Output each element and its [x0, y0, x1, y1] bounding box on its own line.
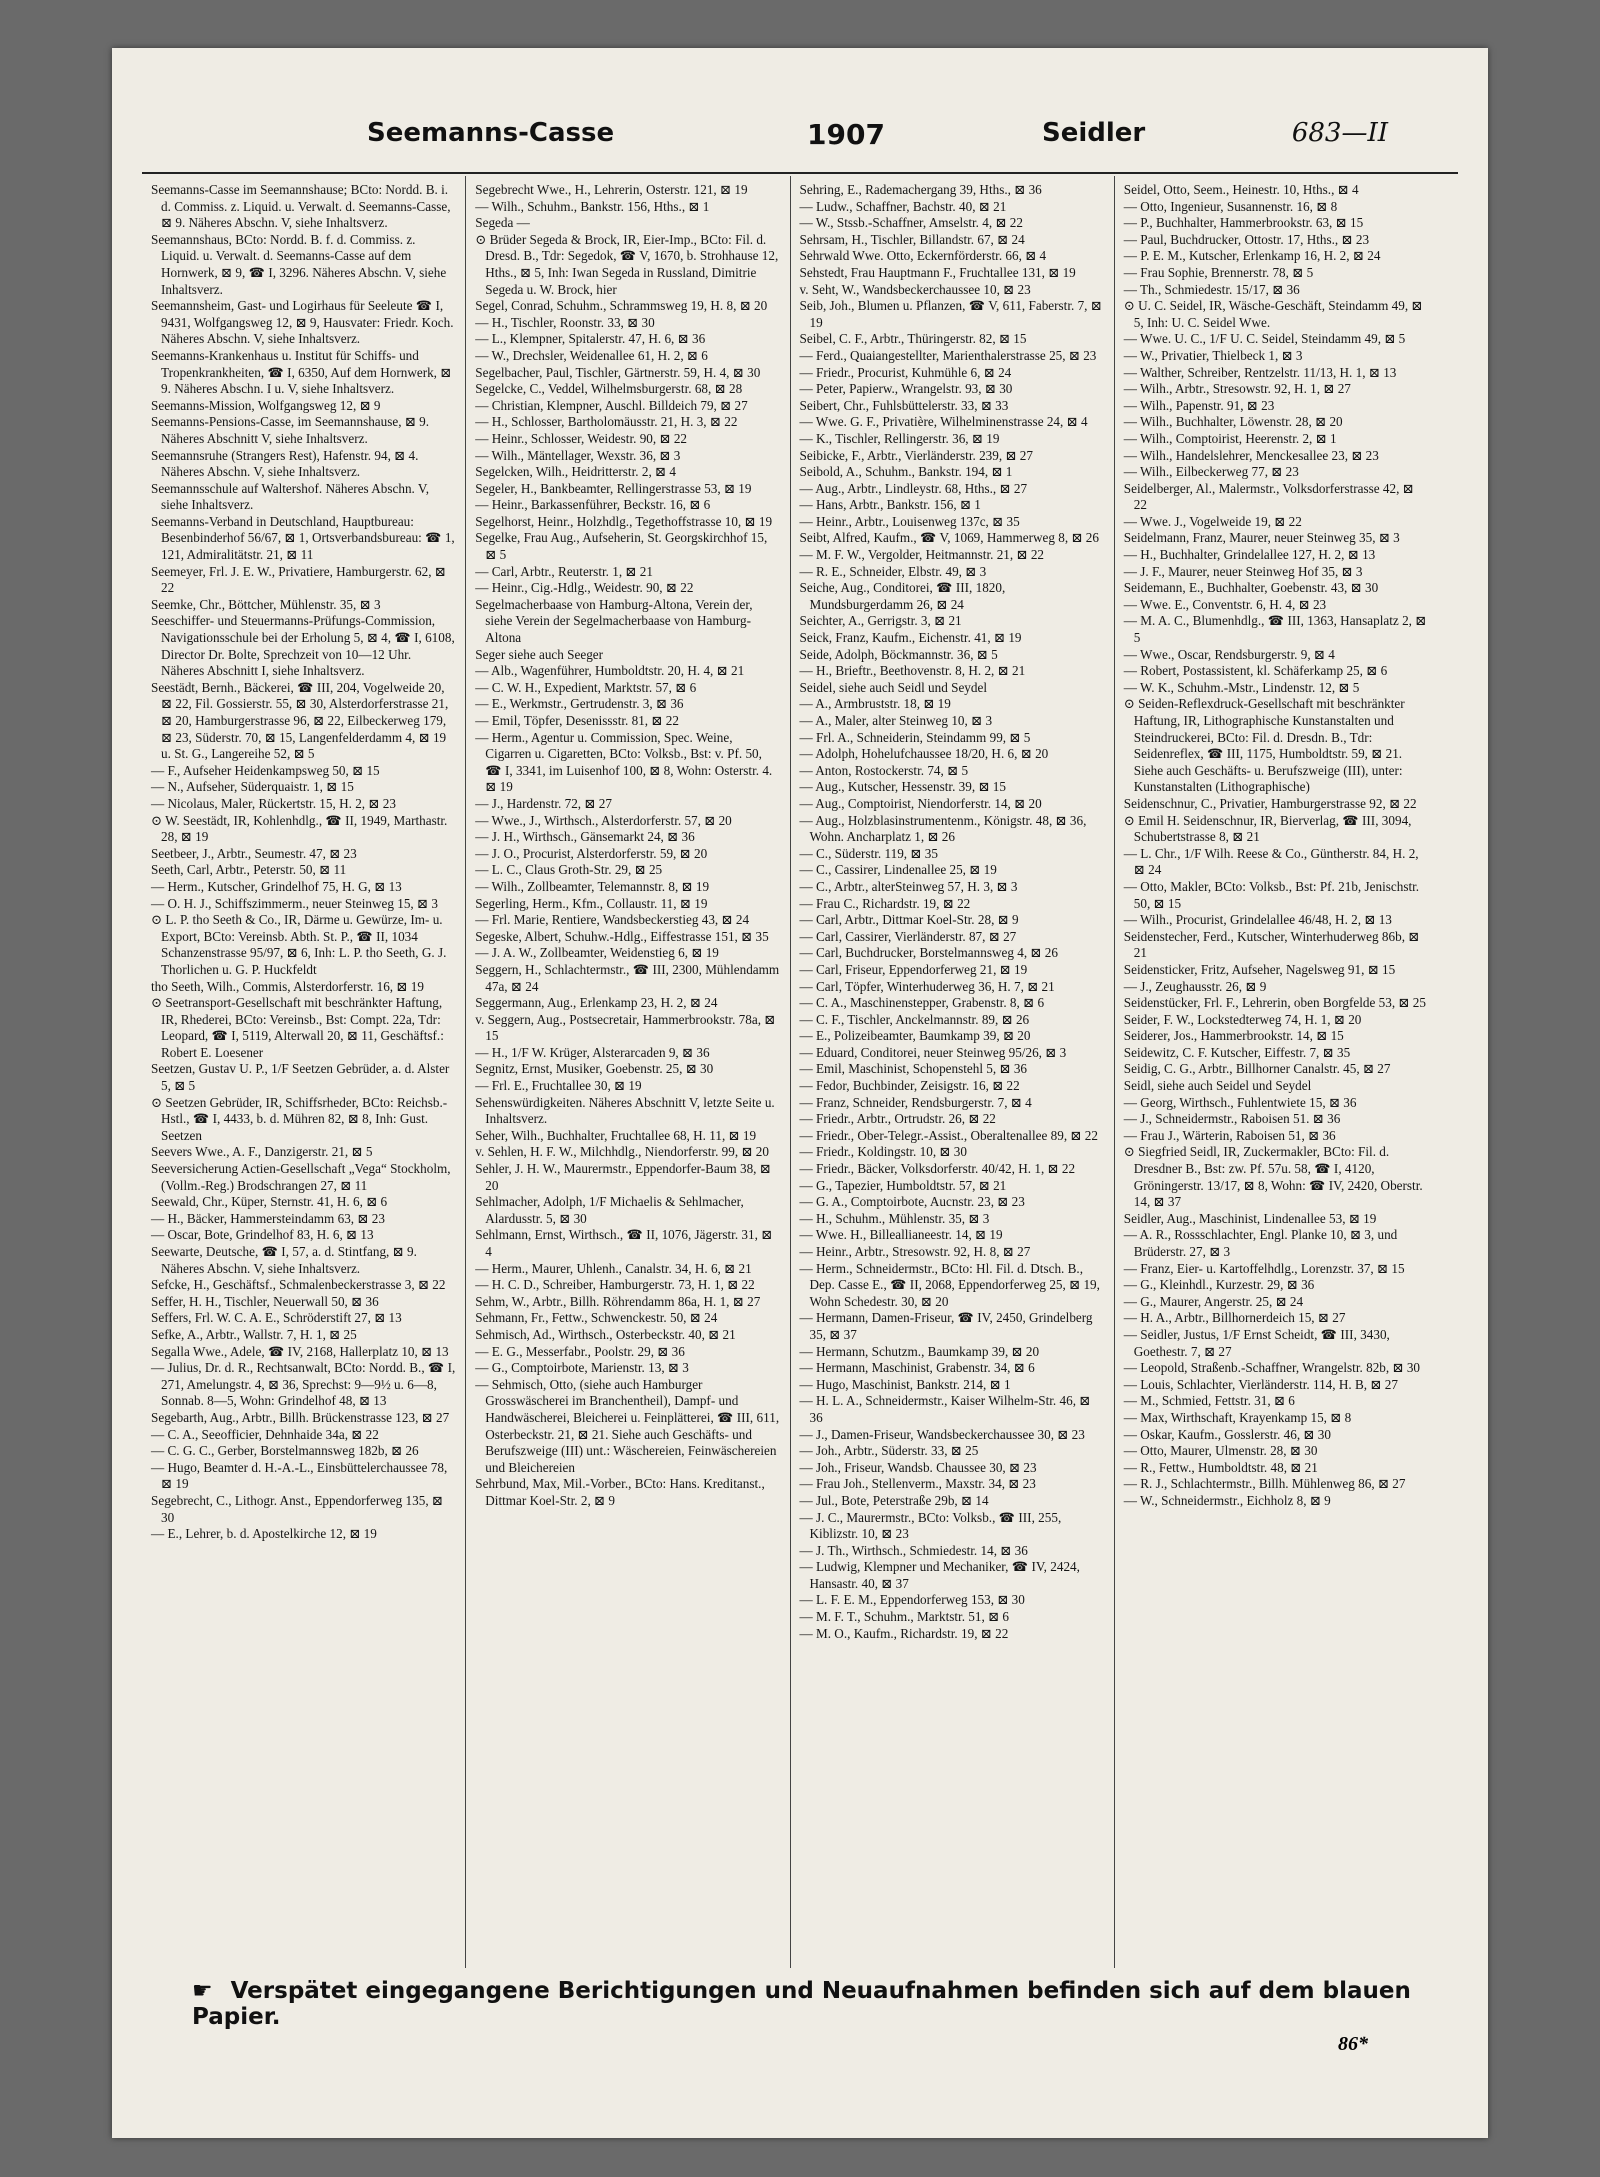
directory-entry: Seemanns-Pensions-Casse, im Seemannshause, ⊠ 9. Näheres Abschnitt V, siehe Inhaltsverz. — [151, 414, 430, 446]
directory-entry: — L. C., Claus Groth-Str. 29, ⊠ 25 — [475, 862, 663, 878]
directory-entry: — Nicolaus, Maler, Rückertstr. 15, H. 2, ⊠ 23 — [151, 795, 396, 811]
directory-entry: ⊙ Brüder Segeda & Brock, IR, Eier-Imp., BCto: Fil. d. Dresd. B., Tdr: Segedok, ☎ V, 1670, b. Strohhause 12, Hths., ⊠ 5, Inh: Iwan Segeda in Russland, Dimitrie Segeda u. W. Brock, hier — [475, 231, 779, 297]
directory-entry: Segelhorst, Heinr., Holzhdlg., Tegethoffstrasse 10, ⊠ 19 — [475, 513, 773, 529]
directory-entry: — Louis, Schlachter, Vierländerstr. 114, H. B, ⊠ 27 — [1123, 1376, 1398, 1392]
directory-entry: — H. A., Arbtr., Billhornerdeich 15, ⊠ 27 — [1123, 1310, 1346, 1326]
directory-entry: — C., Süderstr. 119, ⊠ 35 — [799, 845, 938, 861]
directory-entry: — R. J., Schlachtermstr., Billh. Mühlenweg 86, ⊠ 27 — [1123, 1476, 1406, 1492]
directory-entry: — Heinr., Barkassenführer, Beckstr. 16, ⊠ 6 — [475, 497, 711, 513]
directory-entry: — Christian, Klempner, Auschl. Billdeich 79, ⊠ 27 — [475, 397, 748, 413]
directory-entry: — J. Th., Wirthsch., Schmiedestr. 14, ⊠ 36 — [799, 1542, 1028, 1558]
directory-entry: v. Seht, W., Wandsbeckerchaussee 10, ⊠ 23 — [799, 281, 1031, 297]
header-rule — [142, 172, 1458, 174]
directory-entry: Segel, Conrad, Schuhm., Schrammsweg 19, H. 8, ⊠ 20 — [475, 298, 768, 314]
footer-notice — [192, 1978, 1448, 2030]
directory-entry: — C. A., Maschinenstepper, Grabenstr. 8, ⊠ 6 — [799, 995, 1045, 1011]
header-left-word: Seemanns-Casse — [367, 118, 615, 148]
directory-entry: — G. A., Comptoirbote, Aucnstr. 23, ⊠ 23 — [799, 1194, 1025, 1210]
directory-entry: — M. A. C., Blumenhdlg., ☎ III, 1363, Hansaplatz 2, ⊠ 5 — [1123, 613, 1427, 646]
directory-entry: Seidel, Otto, Seem., Heinestr. 10, Hths., ⊠ 4 — [1123, 182, 1359, 197]
directory-entry: — Wilh., Comptoirist, Heerenstr. 2, ⊠ 1 — [1123, 430, 1337, 446]
directory-entry: — Leopold, Straßenb.-Schaffner, Wrangelstr. 82b, ⊠ 30 — [1123, 1360, 1421, 1376]
column-3 — [791, 176, 1115, 1968]
directory-entry: — Otto, Ingenieur, Susannenstr. 16, ⊠ 8 — [1123, 198, 1338, 214]
directory-entry: Seemannsheim, Gast- und Logirhaus für Seeleute ☎ I, 9431, Wolfgangsweg 12, ⊠ 9, Hausvater: Friedr. Koch. Näheres Abschn. V, siehe Inhaltsverz. — [151, 298, 454, 347]
directory-entry: — Aug., Kutscher, Hessenstr. 39, ⊠ 15 — [799, 779, 1006, 795]
directory-entry: — Wwe. G. F., Privatière, Wilhelminenstrasse 24, ⊠ 4 — [799, 414, 1088, 430]
directory-entry: — Otto, Maurer, Ulmenstr. 28, ⊠ 30 — [1123, 1443, 1318, 1459]
directory-entry: — Herm., Kutscher, Grindelhof 75, H. G, ⊠ 13 — [151, 878, 402, 894]
directory-entry: — Otto, Makler, BCto: Volksb., Bst: Pf. 21b, Jenischstr. 50, ⊠ 15 — [1123, 878, 1420, 911]
directory-entry: — Carl, Buchdrucker, Borstelmannsweg 4, ⊠ 26 — [799, 945, 1058, 961]
directory-entry: Seidemann, E., Buchhalter, Goebenstr. 43, ⊠ 30 — [1123, 580, 1379, 596]
directory-entry: — Oskar, Kaufm., Gosslerstr. 46, ⊠ 30 — [1123, 1426, 1331, 1442]
directory-entry: — W., Drechsler, Weidenallee 61, H. 2, ⊠ 6 — [475, 347, 708, 363]
directory-entry: — O. H. J., Schiffszimmerm., neuer Steinweg 15, ⊠ 3 — [151, 895, 438, 911]
directory-entry: — Peter, Papierw., Wrangelstr. 93, ⊠ 30 — [799, 381, 1013, 397]
directory-entry: — Carl, Töpfer, Winterhuderweg 36, H. 7, ⊠ 21 — [799, 978, 1055, 994]
directory-entry: Seger siehe auch Seeger — [475, 646, 604, 662]
directory-entry: — L. F. E. M., Eppendorferweg 153, ⊠ 30 — [799, 1592, 1025, 1608]
directory-entry: — H., Buchhalter, Grindelallee 127, H. 2, ⊠ 13 — [1123, 547, 1376, 563]
directory-entry: — W. K., Schuhm.-Mstr., Lindenstr. 12, ⊠ 5 — [1123, 679, 1360, 695]
directory-entry: — J. O., Procurist, Alsterdorferstr. 59, ⊠ 20 — [475, 845, 708, 861]
directory-entry: — Wwe. U. C., 1/F U. C. Seidel, Steindamm 49, ⊠ 5 — [1123, 331, 1406, 347]
directory-entry: Seewarte, Deutsche, ☎ I, 57, a. d. Stintfang, ⊠ 9. Näheres Abschn. V, siehe Inhaltsverz. — [151, 1244, 417, 1276]
pointing-hand-icon: ☛ — [192, 1978, 213, 2004]
directory-entry: — E., Werkmstr., Gertrudenstr. 3, ⊠ 36 — [475, 696, 684, 712]
directory-entry: — Franz, Schneider, Rendsburgerstr. 7, ⊠ 4 — [799, 1094, 1032, 1110]
directory-entry: ⊙ U. C. Seidel, IR, Wäsche-Geschäft, Steindamm 49, ⊠ 5, Inh: U. C. Seidel Wwe. — [1123, 298, 1423, 330]
directory-entry: Sehlmann, Ernst, Wirthsch., ☎ II, 1076, Jägerstr. 31, ⊠ 4 — [475, 1227, 773, 1259]
directory-entry: ⊙ Emil H. Seidenschnur, IR, Bierverlag, ☎ III, 3094, Schubertstrasse 8, ⊠ 21 — [1123, 812, 1412, 845]
directory-entry: — Alb., Wagenführer, Humboldtstr. 20, H. 4, ⊠ 21 — [475, 663, 745, 679]
directory-entry: — Robert, Postassistent, kl. Schäferkamp 25, ⊠ 6 — [1123, 663, 1388, 679]
directory-entry: — Franz, Eier- u. Kartoffelhdlg., Lorenzstr. 37, ⊠ 15 — [1123, 1260, 1405, 1276]
directory-entry: Segeda — — [475, 215, 530, 231]
directory-entry: — Frl. E., Fruchtallee 30, ⊠ 19 — [475, 1078, 642, 1094]
directory-entry: Sefke, A., Arbtr., Wallstr. 7, H. 1, ⊠ 25 — [151, 1326, 357, 1342]
directory-entry: — A., Maler, alter Steinweg 10, ⊠ 3 — [799, 713, 993, 728]
directory-entry: — H., Brieftr., Beethovenstr. 8, H. 2, ⊠ 21 — [799, 663, 1026, 679]
directory-entry: Seidensticker, Fritz, Aufseher, Nagelsweg 91, ⊠ 15 — [1123, 961, 1396, 977]
directory-entry: — J. H., Wirthsch., Gänsemarkt 24, ⊠ 36 — [475, 829, 695, 845]
directory-entry: — Heinr., Arbtr., Stresowstr. 92, H. 8, ⊠ 27 — [799, 1244, 1031, 1259]
directory-entry: Sehring, E., Rademachergang 39, Hths., ⊠ 36 — [799, 182, 1042, 197]
directory-entry: Segnitz, Ernst, Musiker, Goebenstr. 25, ⊠ 30 — [475, 1061, 714, 1077]
directory-entry: — Carl, Arbtr., Dittmar Koel-Str. 28, ⊠ 9 — [799, 912, 1019, 928]
directory-entry: — E., Polizeibeamter, Baumkamp 39, ⊠ 20 — [799, 1028, 1031, 1044]
directory-entry: — Georg, Wirthsch., Fuhlentwiete 15, ⊠ 36 — [1123, 1094, 1357, 1110]
directory-entry: — Ludw., Schaffner, Bachstr. 40, ⊠ 21 — [799, 198, 1007, 214]
page-code: 86* — [1338, 2033, 1368, 2055]
directory-entry: — J., Hardenstr. 72, ⊠ 27 — [475, 795, 612, 811]
directory-entry: Seibold, A., Schuhm., Bankstr. 194, ⊠ 1 — [799, 464, 1013, 480]
directory-entry: Seemke, Chr., Böttcher, Mühlenstr. 35, ⊠ 3 — [151, 596, 381, 612]
directory-entry: — W., Privatier, Thielbeck 1, ⊠ 3 — [1123, 347, 1303, 363]
directory-entry: — Wilh., Papenstr. 91, ⊠ 23 — [1123, 397, 1275, 413]
footer-notice-text: Verspätet eingegangene Berichtigungen und Neuaufnahmen befinden sich auf dem blauen Papier. — [192, 1978, 1411, 2030]
directory-entry: — Wilh., Mäntellager, Wexstr. 36, ⊠ 3 — [475, 447, 681, 463]
directory-entry: — H., 1/F W. Krüger, Alsterarcaden 9, ⊠ 36 — [475, 1044, 710, 1060]
directory-entry: — Emil, Maschinist, Schopenstehl 5, ⊠ 36 — [799, 1061, 1028, 1077]
directory-entry: — Carl, Arbtr., Reuterstr. 1, ⊠ 21 — [475, 563, 653, 579]
directory-entry: Seibel, C. F., Arbtr., Thüringerstr. 82, ⊠ 15 — [799, 331, 1027, 347]
directory-entry: — E., Lehrer, b. d. Apostelkirche 12, ⊠ 19 — [151, 1526, 377, 1542]
directory-entry: — Ferd., Quaiangestellter, Marienthalerstrasse 25, ⊠ 23 — [799, 347, 1097, 363]
directory-entry: Segelbacher, Paul, Tischler, Gärtnerstr. 59, H. 4, ⊠ 30 — [475, 364, 761, 380]
directory-entry: Seidig, C. G., Arbtr., Billhorner Canalstr. 45, ⊠ 27 — [1123, 1061, 1391, 1077]
directory-entry: Segerling, Herm., Kfm., Collaustr. 11, ⊠ 19 — [475, 895, 708, 911]
directory-entry: — Wwe., Oscar, Rendsburgerstr. 9, ⊠ 4 — [1123, 646, 1335, 662]
directory-entry: Seeth, Carl, Arbtr., Peterstr. 50, ⊠ 11 — [151, 862, 347, 878]
directory-entry: Seemanns-Verband in Deutschland, Hauptbureau: Besenbinderhof 56/67, ⊠ 1, Ortsverbandsbureau: ☎ 1, 121, Admiralitätstr. 21, ⊠ 11 — [151, 513, 455, 563]
directory-entry: Sehrbund, Max, Mil.-Vorber., BCto: Hans. Kreditanst., Dittmar Koel-Str. 2, ⊠ 9 — [475, 1476, 765, 1508]
directory-entry: — A., Armbruststr. 18, ⊠ 19 — [799, 696, 951, 712]
directory-entry: — Th., Schmiedestr. 15/17, ⊠ 36 — [1123, 281, 1300, 297]
directory-entry: — Wwe. E., Conventstr. 6, H. 4, ⊠ 23 — [1123, 596, 1327, 612]
directory-entry: — Hugo, Beamter d. H.-A.-L., Einsbüttelerchaussee 78, ⊠ 19 — [151, 1459, 448, 1492]
header-right-word: Seidler — [1042, 118, 1146, 148]
directory-entry: — Friedr., Ober-Telegr.-Assist., Oberaltenallee 89, ⊠ 22 — [799, 1127, 1098, 1143]
directory-entry: — Ludwig, Klempner und Mechaniker, ☎ IV, 2424, Hansastr. 40, ⊠ 37 — [799, 1559, 1080, 1591]
directory-entry: Seeversicherung Actien-Gesellschaft „Vega“ Stockholm, (Vollm.-Reg.) Brodschrangen 27, ⊠ 11 — [151, 1161, 451, 1193]
directory-entry: Seichter, A., Gerrigstr. 3, ⊠ 21 — [799, 613, 962, 629]
directory-entry: Seggern, H., Schlachtermstr., ☎ III, 2300, Mühlendamm 47a, ⊠ 24 — [475, 961, 780, 994]
directory-entry: — J. A. W., Zollbeamter, Weidenstieg 6, ⊠ 19 — [475, 945, 719, 961]
directory-entry: — Frau J., Wärterin, Raboisen 51, ⊠ 36 — [1123, 1127, 1336, 1143]
directory-entry: — Heinr., Schlosser, Weidestr. 90, ⊠ 22 — [475, 430, 688, 446]
directory-entry: — C. G. C., Gerber, Borstelmannsweg 182b, ⊠ 26 — [151, 1443, 419, 1459]
directory-entry: Sehler, J. H. W., Maurermstr., Eppendorfer-Baum 38, ⊠ 20 — [475, 1161, 771, 1193]
directory-entry: ⊙ L. P. tho Seeth & Co., IR, Därme u. Gewürze, Im- u. Export, BCto: Vereinsb. Abth. St. P., ☎ II, 1034 Schanzenstrasse 95/97, ⊠ 6, Inh: L. P. tho Seeth, G. J. Thorlichen u. G. P. Huckfeldt — [151, 912, 447, 977]
directory-entry: — M., Schmied, Fettstr. 31, ⊠ 6 — [1123, 1393, 1295, 1409]
directory-entry: — Frau Sophie, Brennerstr. 78, ⊠ 5 — [1123, 264, 1314, 280]
directory-entry: Sehmann, Fr., Fettw., Schwenckestr. 50, ⊠ 24 — [475, 1310, 718, 1326]
directory-entry: — A. R., Rossschlachter, Engl. Planke 10, ⊠ 3, und Brüderstr. 27, ⊠ 3 — [1123, 1227, 1398, 1259]
directory-entry: — Adolph, Hohelufchaussee 18/20, H. 6, ⊠ 20 — [799, 746, 1049, 762]
directory-entry: Seestädt, Bernh., Bäckerei, ☎ III, 204, Vogelweide 20, ⊠ 22, Fil. Gossierstr. 55, ⊠ 30, Alsterdorferstrasse 21, ⊠ 20, Hamburgerstrasse 96, ⊠ 22, Eilbeckerweg 179, ⊠ 23, Süderstr. 70, ⊠ 15, Langenfelderdamm 4, ⊠ 19 u. St. G., Langereihe 52, ⊠ 5 — [151, 679, 449, 762]
directory-entry: — Max, Wirthschaft, Krayenkamp 15, ⊠ 8 — [1123, 1409, 1352, 1425]
directory-entry: — Sehmisch, Otto, (siehe auch Hamburger Grosswäscherei im Branchentheil), Dampf- und Handwäscherei, Bleicherei u. Feinplätterei, ☎ III, 611, Osterbeckstr. 21, ⊠ 21. Siehe auch Geschäfts- und Berufszweige (III) unt.: Wäschereien, Feinwäschereien und Bleichereien — [475, 1376, 780, 1475]
directory-entry: Seiche, Aug., Conditorei, ☎ III, 1820, Mundsburgerdamm 26, ⊠ 24 — [799, 580, 1006, 612]
directory-entry: — Wilh., Zollbeamter, Telemannstr. 8, ⊠ 19 — [475, 878, 710, 894]
directory-entry: Segebarth, Aug., Arbtr., Billh. Brückenstrasse 123, ⊠ 27 — [151, 1409, 450, 1425]
directory-entry: — Walther, Schreiber, Rentzelstr. 11/13, H. 1, ⊠ 13 — [1123, 364, 1397, 380]
directory-entry: Seiderer, Jos., Hammerbrookstr. 14, ⊠ 15 — [1123, 1028, 1344, 1044]
directory-entry: — C. W. H., Expedient, Marktstr. 57, ⊠ 6 — [475, 679, 697, 695]
directory-entry: Seemanns-Mission, Wolfgangsweg 12, ⊠ 9 — [151, 397, 381, 413]
directory-entry: Sehmisch, Ad., Wirthsch., Osterbeckstr. 40, ⊠ 21 — [475, 1326, 736, 1342]
directory-entry: Seeschiffer- und Steuermanns-Prüfungs-Commission, Navigationsschule bei der Erholung 5, ⊠ 4, ☎ I, 6108, Director Dr. Bolte, Sprechzeit von 10—12 Uhr. Näheres Abschnitt I, siehe Inhaltsverz. — [151, 613, 455, 679]
directory-entry: — Friedr., Koldingstr. 10, ⊠ 30 — [799, 1144, 967, 1160]
directory-entry: ⊙ Seiden-Reflexdruck-Gesellschaft mit beschränkter Haftung, IR, Lithographische Kunstanstalten und Steindruckerei, BCto: Fil. d. Dresdn. B., Tdr: Seidenreflex, ☎ III, 1175, Humboldtstr. 59, ⊠ 21. Siehe auch Geschäfts- u. Berufszweige (III), unter: Kunstanstalten (Lithographische) — [1123, 696, 1405, 795]
directory-entry: — Frau C., Richardstr. 19, ⊠ 22 — [799, 895, 971, 911]
directory-entry: — Wilh., Schuhm., Bankstr. 156, Hths., ⊠ 1 — [475, 198, 710, 214]
directory-entry: Seidel, siehe auch Seidl und Seydel — [799, 679, 988, 695]
directory-page — [112, 48, 1488, 2138]
directory-entry: Seemanns-Krankenhaus u. Institut für Schiffs- und Tropenkrankheiten, ☎ I, 6350, Auf dem Hornwerk, ⊠ 9. Näheres Abschn. I u. V, siehe Inhaltsverz. — [151, 347, 452, 397]
directory-entry: Sefcke, H., Geschäftsf., Schmalenbeckerstrasse 3, ⊠ 22 — [151, 1277, 446, 1293]
directory-entry: — Eduard, Conditorei, neuer Steinweg 95/26, ⊠ 3 — [799, 1044, 1067, 1060]
directory-entry: Seidelberger, Al., Malermstr., Volksdorferstrasse 42, ⊠ 22 — [1123, 480, 1414, 513]
directory-entry: Seevers Wwe., A. F., Danzigerstr. 21, ⊠ 5 — [151, 1144, 373, 1160]
directory-entry: — H. C. D., Schreiber, Hamburgerstr. 73, H. 1, ⊠ 22 — [475, 1277, 755, 1293]
directory-entry: — Heinr., Cig.-Hdlg., Weidestr. 90, ⊠ 22 — [475, 580, 694, 596]
directory-entry: — Aug., Arbtr., Lindleystr. 68, Hths., ⊠ 27 — [799, 480, 1028, 496]
directory-entry: — Frl. A., Schneiderin, Steindamm 99, ⊠ 5 — [799, 729, 1031, 745]
directory-entry: v. Seggern, Aug., Postsecretair, Hammerbrookstr. 78a, ⊠ 15 — [475, 1011, 776, 1044]
directory-entry: ⊙ Siegfried Seidl, IR, Zuckermakler, BCto: Fil. d. Dresdner B., Bst: zw. Pf. 57u. 58, ☎ I, 4120, Gröningerstr. 13/17, ⊠ 8, Wohn: ☎ IV, 2420, Oberstr. 14, ⊠ 37 — [1123, 1144, 1423, 1210]
directory-entry: — R., Fettw., Humboldtstr. 48, ⊠ 21 — [1123, 1459, 1318, 1475]
directory-entry: — Wilh., Buchhalter, Löwenstr. 28, ⊠ 20 — [1123, 414, 1343, 430]
directory-entry: — C., Arbtr., alterSteinweg 57, H. 3, ⊠ 3 — [799, 878, 1018, 894]
directory-entry: — Hugo, Maschinist, Bankstr. 214, ⊠ 1 — [799, 1376, 1011, 1392]
directory-entry: Seidewitz, C. F. Kutscher, Eiffestr. 7, ⊠ 35 — [1123, 1044, 1351, 1060]
directory-entry: — Wwe. J., Vogelweide 19, ⊠ 22 — [1123, 513, 1302, 529]
directory-entry: — Fedor, Buchbinder, Zeisigstr. 16, ⊠ 22 — [799, 1078, 1020, 1094]
directory-entry: — E. G., Messerfabr., Poolstr. 29, ⊠ 36 — [475, 1343, 685, 1359]
directory-entry: — Herm., Schneidermstr., BCto: Hl. Fil. d. Dtsch. B., Dep. Casse E., ☎ II, 2068, Eppendorferweg 25, ⊠ 19, Wohn Schedestr. 30, ⊠ 20 — [799, 1260, 1100, 1309]
directory-entry: Sehenswürdigkeiten. Näheres Abschnitt V, letzte Seite u. Inhaltsverz. — [475, 1094, 775, 1127]
header-page-number: 683—II — [1291, 118, 1388, 148]
directory-entry: — G., Kleinhdl., Kurzestr. 29, ⊠ 36 — [1123, 1277, 1315, 1293]
directory-entry: — J., Schneidermstr., Raboisen 51. ⊠ 36 — [1123, 1111, 1341, 1127]
directory-entry: Sehrsam, H., Tischler, Billandstr. 67, ⊠ 24 — [799, 231, 1025, 247]
directory-entry: — N., Aufseher, Süderquaistr. 1, ⊠ 15 — [151, 779, 354, 795]
directory-entry: — Herm., Agentur u. Commission, Spec. Weine, Cigarren u. Cigaretten, BCto: Volksb., Bst: v. Pf. 50, ☎ I, 3341, im Luisenhof 100, ⊠ 8, Wohn: Osterstr. 4. ⊠ 19 — [475, 729, 773, 795]
column-2 — [466, 176, 790, 1968]
directory-entry: Seetzen, Gustav U. P., 1/F Seetzen Gebrüder, a. d. Alster 5, ⊠ 5 — [151, 1061, 450, 1094]
directory-entry: Sehlmacher, Adolph, 1/F Michaelis & Sehlmacher, Alardusstr. 5, ⊠ 30 — [475, 1194, 744, 1226]
directory-entry: — J. C., Maurermstr., BCto: Volksb., ☎ III, 255, Kiblizstr. 10, ⊠ 23 — [799, 1509, 1062, 1542]
directory-entry: v. Sehlen, H. F. W., Milchhdlg., Niendorferstr. 99, ⊠ 20 — [475, 1144, 769, 1160]
directory-entry: — L. Chr., 1/F Wilh. Reese & Co., Güntherstr. 84, H. 2, ⊠ 24 — [1123, 845, 1419, 878]
directory-entry: Seider, F. W., Lockstedterweg 74, H. 1, ⊠ 20 — [1123, 1011, 1362, 1027]
directory-entry: ⊙ Seetransport-Gesellschaft mit beschränkter Haftung, IR, Rhederei, BCto: Vereinsb., Bst: Compt. 22a, Tdr: Leopard, ☎ I, 5119, Alterwall 20, ⊠ 11, Geschäftsf.: Robert E. Loesener — [151, 995, 444, 1060]
column-1 — [142, 176, 466, 1968]
directory-entry: — Wwe. H., Billeallianeestr. 14, ⊠ 19 — [799, 1227, 1003, 1243]
directory-entry: — Wilh., Procurist, Grindelallee 46/48, H. 2, ⊠ 13 — [1123, 912, 1392, 928]
directory-entry: — Herm., Maurer, Uhlenh., Canalstr. 34, H. 6, ⊠ 21 — [475, 1260, 752, 1276]
directory-entry: — H., Schlosser, Bartholomäusstr. 21, H. 3, ⊠ 22 — [475, 414, 738, 430]
directory-entry: — Friedr., Bäcker, Volksdorferstr. 40/42, H. 1, ⊠ 22 — [799, 1161, 1076, 1177]
directory-entry: Seemannsruhe (Strangers Rest), Hafenstr. 94, ⊠ 4. Näheres Abschn. V, siehe Inhaltsverz. — [151, 447, 419, 480]
directory-entry: Seibicke, F., Arbtr., Vierländerstr. 239, ⊠ 27 — [799, 447, 1033, 463]
directory-entry: — Wilh., Eilbeckerweg 77, ⊠ 23 — [1123, 464, 1299, 480]
directory-entry: ⊙ W. Seestädt, IR, Kohlenhdlg., ☎ II, 1949, Marthastr. 28, ⊠ 19 — [151, 812, 448, 845]
directory-entry: — G., Comptoirbote, Marienstr. 13, ⊠ 3 — [475, 1360, 689, 1376]
directory-entry: — Heinr., Arbtr., Louisenweg 137c, ⊠ 35 — [799, 513, 1020, 529]
directory-entry: — Wwe., J., Wirthsch., Alsterdorferstr. 57, ⊠ 20 — [475, 812, 732, 828]
directory-entry: — J., Zeughausstr. 26, ⊠ 9 — [1123, 978, 1267, 994]
directory-entry: — Joh., Friseur, Wandsb. Chaussee 30, ⊠ 23 — [799, 1459, 1037, 1475]
directory-entry: — Emil, Töpfer, Desenissstr. 81, ⊠ 22 — [475, 713, 679, 728]
directory-entry: Segelcke, C., Veddel, Wilhelmsburgerstr. 68, ⊠ 28 — [475, 381, 743, 397]
column-4 — [1115, 176, 1438, 1968]
directory-entry: — H., Bäcker, Hammersteindamm 63, ⊠ 23 — [151, 1210, 385, 1226]
directory-entry: — Hermann, Schutzm., Baumkamp 39, ⊠ 20 — [799, 1343, 1040, 1359]
header-year: 1907 — [807, 118, 885, 151]
directory-entry: Sehstedt, Frau Hauptmann F., Fruchtallee 131, ⊠ 19 — [799, 264, 1076, 280]
directory-entry: — G., Maurer, Angerstr. 25, ⊠ 24 — [1123, 1293, 1304, 1309]
directory-entry: — F., Aufseher Heidenkampsweg 50, ⊠ 15 — [151, 762, 380, 778]
directory-entry: Seher, Wilh., Buchhalter, Fruchtallee 68, H. 11, ⊠ 19 — [475, 1127, 757, 1143]
directory-entry: Segebrecht, C., Lithogr. Anst., Eppendorferweg 135, ⊠ 30 — [151, 1492, 443, 1525]
page-header — [152, 110, 1448, 168]
directory-entry: — Julius, Dr. d. R., Rechtsanwalt, BCto: Nordd. B., ☎ I, 271, Amelungstr. 4, ⊠ 36, Sprechst: 9—9½ u. 6—8, Sonnab. 8—5, Wohn: Grindelhof 48, ⊠ 13 — [151, 1360, 456, 1409]
directory-entry: Seemanns-Casse im Seemannshause; BCto: Nordd. B. i. d. Commiss. z. Liquid. u. Verwalt. d. Seemanns-Casse, ⊠ 9. Näheres Abschn. V, siehe Inhaltsverz. — [151, 182, 451, 231]
directory-entry: — Hermann, Maschinist, Grabenstr. 34, ⊠ 6 — [799, 1360, 1035, 1376]
directory-entry: tho Seeth, Wilh., Commis, Alsterdorferstr. 16, ⊠ 19 — [151, 978, 424, 994]
directory-entry: — Seidler, Justus, 1/F Ernst Scheidt, ☎ III, 3430, Goethestr. 7, ⊠ 27 — [1123, 1326, 1390, 1359]
directory-entry: Seide, Adolph, Böckmannstr. 36, ⊠ 5 — [799, 646, 998, 662]
directory-entry: — Joh., Arbtr., Süderstr. 33, ⊠ 25 — [799, 1443, 979, 1459]
directory-entry: — W., Stssb.-Schaffner, Amselstr. 4, ⊠ 22 — [799, 215, 1023, 231]
directory-entry: — Carl, Cassirer, Vierländerstr. 87, ⊠ 27 — [799, 928, 1017, 944]
directory-entry: Seemannshaus, BCto: Nordd. B. f. d. Commiss. z. Liquid. u. Verwalt. d. Seemanns-Casse auf dem Hornwerk, ⊠ 9, ☎ I, 3296. Näheres Abschn. V, siehe Inhaltsverz. — [151, 231, 447, 297]
directory-entry: — Oscar, Bote, Grindelhof 83, H. 6, ⊠ 13 — [151, 1227, 374, 1243]
directory-entry: Sehrwald Wwe. Otto, Eckernförderstr. 66, ⊠ 4 — [799, 248, 1047, 264]
directory-entry: — Hans, Arbtr., Bankstr. 156, ⊠ 1 — [799, 497, 981, 513]
directory-entry: Segelcken, Wilh., Heidritterstr. 2, ⊠ 4 — [475, 464, 676, 480]
directory-entry: — P., Buchhalter, Hammerbrookstr. 63, ⊠ 15 — [1123, 215, 1364, 231]
directory-entry: Seidl, siehe auch Seidel und Seydel — [1123, 1078, 1312, 1094]
directory-entry: — Aug., Holzblasinstrumentenm., Königstr. 48, ⊠ 36, Wohn. Ancharplatz 1, ⊠ 26 — [799, 812, 1087, 845]
directory-entry: Segeske, Albert, Schuhw.-Hdlg., Eiffestrasse 151, ⊠ 35 — [475, 928, 769, 944]
directory-entry: — P. E. M., Kutscher, Erlenkamp 16, H. 2, ⊠ 24 — [1123, 248, 1381, 264]
directory-entry: Seibert, Chr., Fuhlsbüttelerstr. 33, ⊠ 33 — [799, 397, 1009, 413]
directory-entry: — C. A., Seeofficier, Dehnhaide 34a, ⊠ 22 — [151, 1426, 379, 1442]
directory-entry: — H. L. A., Schneidermstr., Kaiser Wilhelm-Str. 46, ⊠ 36 — [799, 1393, 1091, 1425]
entry-columns — [142, 176, 1438, 1968]
directory-entry: — Aug., Comptoirist, Niendorferstr. 14, ⊠ 20 — [799, 795, 1042, 811]
directory-entry: — Wilh., Handelslehrer, Menckesallee 23, ⊠ 23 — [1123, 447, 1379, 463]
directory-entry: — C., Cassirer, Lindenallee 25, ⊠ 19 — [799, 862, 997, 878]
directory-entry: — M. F. T., Schuhm., Marktstr. 51, ⊠ 6 — [799, 1609, 1010, 1625]
directory-entry: Seetbeer, J., Arbtr., Seumestr. 47, ⊠ 23 — [151, 845, 357, 861]
directory-entry: Seib, Joh., Blumen u. Pflanzen, ☎ V, 611, Faberstr. 7, ⊠ 19 — [799, 298, 1102, 330]
directory-entry: — G., Tapezier, Humboldtstr. 57, ⊠ 21 — [799, 1177, 1007, 1193]
directory-entry: — M. F. W., Vergolder, Heitmannstr. 21, ⊠ 22 — [799, 547, 1045, 563]
directory-entry: — H., Schuhm., Mühlenstr. 35, ⊠ 3 — [799, 1210, 990, 1226]
directory-entry: Seffers, Frl. W. C. A. E., Schröderstift 27, ⊠ 13 — [151, 1310, 402, 1326]
directory-entry: Seidenstecher, Ferd., Kutscher, Winterhuderweg 86b, ⊠ 21 — [1123, 928, 1420, 961]
directory-entry: Segalla Wwe., Adele, ☎ IV, 2168, Hallerplatz 10, ⊠ 13 — [151, 1343, 449, 1359]
directory-entry: Seggermann, Aug., Erlenkamp 23, H. 2, ⊠ 24 — [475, 995, 718, 1011]
directory-entry: Seibt, Alfred, Kaufm., ☎ V, 1069, Hammerweg 8, ⊠ 26 — [799, 530, 1099, 546]
directory-entry: — K., Tischler, Rellingerstr. 36, ⊠ 19 — [799, 430, 1000, 446]
directory-entry: — Wilh., Arbtr., Stresowstr. 92, H. 1, ⊠ 27 — [1123, 381, 1351, 397]
directory-entry: — Friedr., Procurist, Kuhmühle 6, ⊠ 24 — [799, 364, 1012, 380]
directory-entry: Segeler, H., Bankbeamter, Rellingerstrasse 53, ⊠ 19 — [475, 480, 752, 496]
directory-entry: Seidler, Aug., Maschinist, Lindenallee 53, ⊠ 19 — [1123, 1210, 1377, 1226]
directory-entry: Seffer, H. H., Tischler, Neuerwall 50, ⊠ 36 — [151, 1293, 379, 1309]
directory-entry: — Carl, Friseur, Eppendorferweg 21, ⊠ 19 — [799, 961, 1028, 977]
directory-entry: — Jul., Bote, Peterstraße 29b, ⊠ 14 — [799, 1492, 989, 1508]
directory-entry: — Frl. Marie, Rentiere, Wandsbeckerstieg 43, ⊠ 24 — [475, 912, 750, 928]
directory-entry: — C. F., Tischler, Anckelmannstr. 89, ⊠ 26 — [799, 1011, 1030, 1027]
directory-entry: Seick, Franz, Kaufm., Eichenstr. 41, ⊠ 19 — [799, 630, 1022, 646]
directory-entry: — Friedr., Arbtr., Ortrudstr. 26, ⊠ 22 — [799, 1111, 996, 1127]
directory-entry: Seidenschnur, C., Privatier, Hamburgerstrasse 92, ⊠ 22 — [1123, 795, 1417, 811]
directory-entry: — M. O., Kaufm., Richardstr. 19, ⊠ 22 — [799, 1625, 1009, 1641]
directory-entry: — Hermann, Damen-Friseur, ☎ IV, 2450, Grindelberg 35, ⊠ 37 — [799, 1310, 1093, 1342]
directory-entry: — Frau Joh., Stellenverm., Maxstr. 34, ⊠ 23 — [799, 1476, 1036, 1492]
directory-entry: Seidelmann, Franz, Maurer, neuer Steinweg 35, ⊠ 3 — [1123, 530, 1400, 546]
directory-entry: — Anton, Rostockerstr. 74, ⊠ 5 — [799, 762, 969, 778]
directory-entry: — J. F., Maurer, neuer Steinweg Hof 35, ⊠ 3 — [1123, 563, 1363, 579]
directory-entry: — R. E., Schneider, Elbstr. 49, ⊠ 3 — [799, 563, 987, 579]
directory-entry: Segebrecht Wwe., H., Lehrerin, Osterstr. 121, ⊠ 19 — [475, 182, 748, 197]
directory-entry: ⊙ Seetzen Gebrüder, IR, Schiffsrheder, BCto: Reichsb.-Hstl., ☎ I, 4433, b. d. Mühren 82, ⊠ 8, Inh: Gust. Seetzen — [151, 1094, 448, 1143]
directory-entry: Seidenstücker, Frl. F., Lehrerin, oben Borgfelde 53, ⊠ 25 — [1123, 995, 1426, 1011]
directory-entry: Sehm, W., Arbtr., Billh. Röhrendamm 86a, H. 1, ⊠ 27 — [475, 1293, 761, 1309]
directory-entry: Seemeyer, Frl. J. E. W., Privatiere, Hamburgerstr. 62, ⊠ 22 — [151, 563, 446, 596]
directory-entry: Seewald, Chr., Küper, Sternstr. 41, H. 6, ⊠ 6 — [151, 1194, 388, 1210]
directory-entry: — Paul, Buchdrucker, Ottostr. 17, Hths., ⊠ 23 — [1123, 231, 1370, 247]
directory-entry: Segelke, Frau Aug., Aufseherin, St. Georgskirchhof 15, ⊠ 5 — [475, 530, 768, 563]
directory-entry: — W., Schneidermstr., Eichholz 8, ⊠ 9 — [1123, 1492, 1331, 1508]
directory-entry: — H., Tischler, Roonstr. 33, ⊠ 30 — [475, 314, 655, 330]
directory-entry: Seemannsschule auf Waltershof. Näheres Abschn. V, siehe Inhaltsverz. — [151, 480, 430, 513]
directory-entry: Segelmacherbaase von Hamburg-Altona, Verein der, siehe Verein der Segelmacherbaase von Hamburg-Altona — [475, 596, 753, 646]
directory-entry: — L., Klempner, Spitalerstr. 47, H. 6, ⊠ 36 — [475, 331, 706, 347]
directory-entry: — J., Damen-Friseur, Wandsbeckerchaussee 30, ⊠ 23 — [799, 1426, 1085, 1442]
